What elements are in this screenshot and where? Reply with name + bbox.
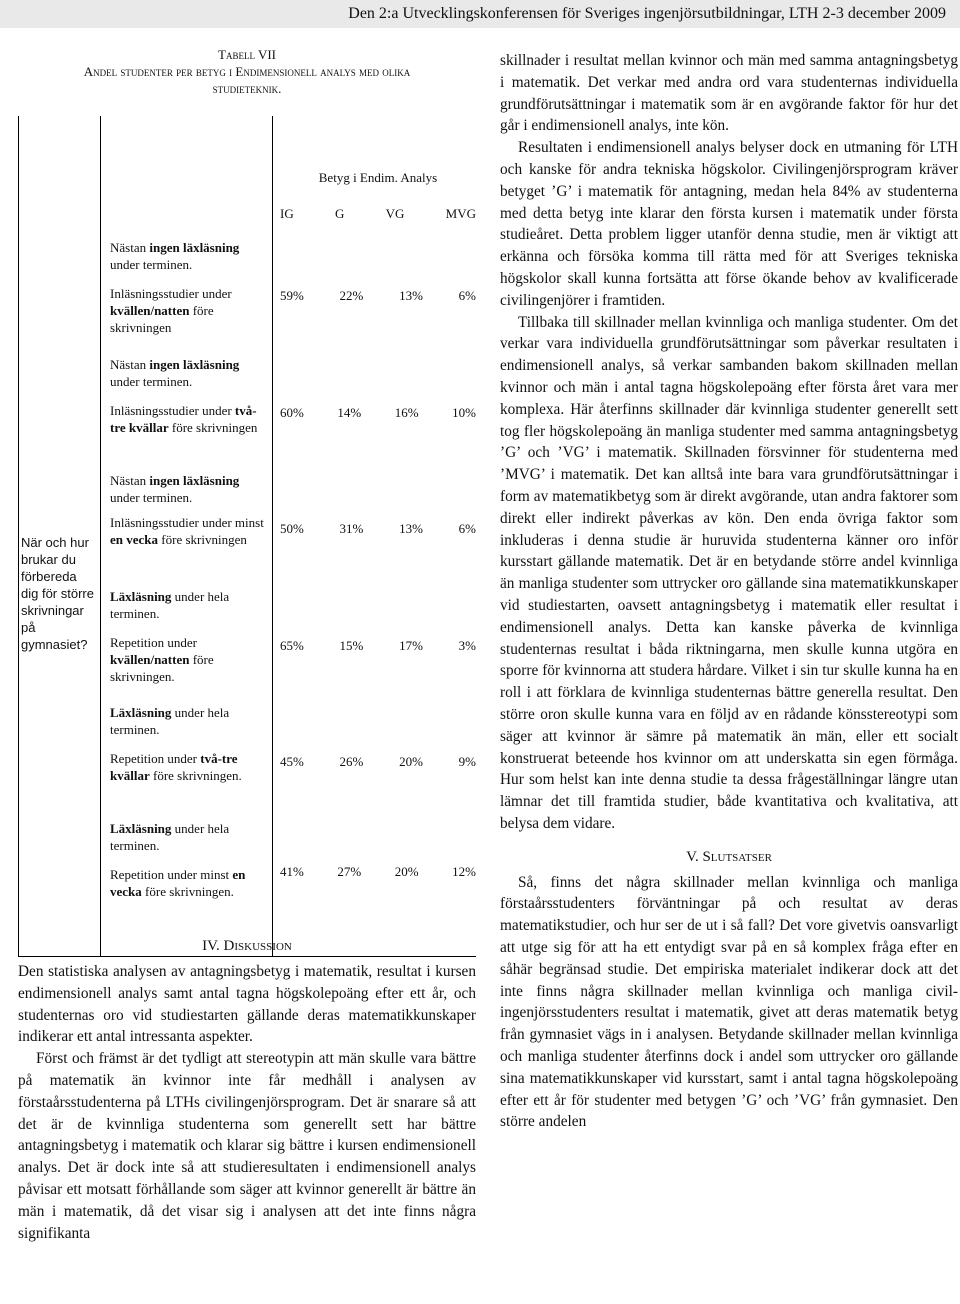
grade-group-header: Betyg i Endim. Analys — [318, 170, 438, 185]
section-heading: IV. Diskussion — [202, 938, 292, 954]
table-row-description: Läxläsning under hela terminen. Repetition under två-tre kvällar före skrivningen. — [110, 705, 242, 783]
table-title-line: studieteknik. — [212, 81, 282, 96]
paragraph: Så, finns det några skillnader mellan kvinnliga och manliga förstaårsstudenters förväntningar på och resultat av deras matematikstudier, och hur ser de ut i så fall? Det vore givetvis oansvarligt att utge sig för att ha ett entydigt svar på en så komplex fråga efter en såhär begränsad studie. Det empiriska materialet indikerar dock att det inte finns några skillnader mellan kvinnliga och manliga civil-ingenjörsstudenters resultat i matematik, givet att deras matematik betyg från gymnasiet vägs in i analysen. Betydande skillnader mellan kvinnliga och manliga studenter återfinns dock i andel som uttrycker oro gällande sina matematikkunskaper vid kursstart, samt i antal tagna högskolepoäng efter ett år för studenter med betygen ’G’ och ’VG’ från gymnasiet. Den större andelen — [500, 873, 958, 1131]
right-column — [500, 50, 958, 1133]
paragraph: Resultaten i endimensionell analys belyser dock en utmaning för LTH och kanske för andra tekniska högskolor. Civilingenjörsprogram kräver betyget ’G’ i matematik för antagning, medan hela 84% av studenterna med detta betyg inte klarar den första kursen i matematik under första studieåret. Detta problem ligger utanför denna studie, men är viktigt att erkänna och försöka komma till rätta med för att Sveriges tekniska högskolor skall kunna fortsätta att förse ökande behov av kvalificerade civilingenjörer i framtiden. — [500, 139, 958, 309]
table-border — [18, 116, 19, 956]
grade-header — [280, 170, 476, 222]
studieteknik-table — [18, 116, 476, 956]
left-column — [18, 46, 476, 1242]
table-row-values: 60% 14% 16% 10% — [280, 405, 476, 420]
table-row-values: 50% 31% 13% 6% — [280, 521, 476, 536]
paragraph: Den statistiska analysen av antagningsbetyg i matematik, resultat i kursen endimensionell analys samt antal tagna högskolepoäng efter ett år, och studenternas oro vid studiestarten gällande deras matematikkunskaper indikerar ett antal intressanta aspekter. — [18, 963, 476, 1046]
table-row-description: Nästan ingen läxläsning under terminen. Inläsningsstudier under två-tre kvällar före skrivningen — [110, 357, 258, 435]
paragraph: Först och främst är det tydligt att stereotypin att män skulle vara bättre på matematik än kvinnor inte får medhåll i analysen av förstaårsstudenterna på LTHs civilingenjörsprogram. Det är snarare så att det är de kvinnliga studenterna som generellt sett har bättre antagningsbetyg i matematik och klarar sig bättre i kursen endimensionell analys. Det är dock inte så att studieresultaten i endimensionell analys påvisar ett motsatt förhållande som säger att kvinnor generellt är bättre än män i matematik, då det visar sig i analysen att det inte finns några signifikanta — [18, 1050, 476, 1242]
grade-label: G — [334, 206, 345, 221]
table-row-values: 59% 22% 13% 6% — [280, 288, 476, 303]
table-row-description: Läxläsning under hela terminen. Repetition under kvällen/natten före skrivningen. — [110, 589, 230, 684]
discussion-section — [18, 938, 476, 1244]
table-row-description: Nästan ingen läxläsning under terminen. Inläsningsstudier under kvällen/natten före skrivningen — [110, 240, 240, 335]
section-heading: V. Slutsatser — [686, 848, 772, 865]
table-title — [18, 46, 476, 97]
survey-question: När och hur brukar du förbereda dig för större skrivningar på gymnasiet? — [21, 535, 94, 652]
paragraph: Tillbaka till skillnader mellan kvinnliga och manliga studenter. Om det verkar vara individuella grundförutsättningar som påverkar resultaten i endimensionell analys, så verkar sambanden bakom skillnaden mellan kvinnor och män i antal tagna högskolepoäng efter första året vara mer komplexa. Här återfinns skillnader där kvinnliga studenter generellt sett tog fler högskolepoäng än manliga studenter med samma antagningsbetyg ’G’ och ’VG’ i matematik. Skillnaden försvinner för studenterna med ’MVG’ i matematik. Det kan alltså inte bara vara grundförutsättningar i form av matematikbetyg som är direkt avgörande, utan andra faktorer som direkt eller indirekt påverkas av kön. Den enda övriga faktor som inkluderas i denna studie är huruvida studenterna känner oro inför kursstart gällande matematik. Det är en betydande större andel kvinnliga än manliga studenter som uttrycker oro gällande sina matematikkunskaper vid studiestarten, oavsett antagningsbetyg i matematik eller resultat i endimensionell analys. Detta kan kanske påverka de kvinnliga studenternas resultat i båda riktningarna, men skulle kunna utgöra en sporre för kvinnorna att studera hårdare. Vilket i sin tur skulle kunna ha en roll i att förklara de kvinnliga studenternas bättre generella resultat. Den större oron skulle kunna vara en följd av en rådande könsstereotypi som säger att kvinnor är sämre på matematik än män, eller ett socialt konstruerat beteende hos kvinnor om att underskatta sin egen förmåga. Hur som helst kan inte denna studie ta dessa frågeställningar längre utan lämnar det till framtida studier, både kvantitativa och kvalitativa, att belysa dem vidare. — [500, 313, 958, 832]
table-row-values: 65% 15% 17% 3% — [280, 638, 476, 653]
table-row-description: Nästan ingen läxläsning under terminen. Inläsningsstudier under minst en vecka före skrivningen — [110, 473, 264, 547]
table-row-values: 45% 26% 20% 9% — [280, 754, 476, 769]
paragraph: skillnader i resultat mellan kvinnor och män med samma antagningsbetyg i matematik. Det verkar med andra ord vara studenternas individuella grundförutsättningar i matematik som är en avgörande faktor för hur det går i endimensionell analys, inte kön. — [500, 52, 958, 135]
table-title-line: Andel studenter per betyg i Endimensionell analys med olika — [83, 64, 411, 79]
grade-label: VG — [385, 206, 405, 221]
table-row-description: Läxläsning under hela terminen. Repetition under minst en vecka före skrivningen. — [110, 821, 246, 899]
grade-label: MVG — [445, 206, 476, 221]
table-title-line: Tabell VII — [218, 47, 276, 62]
table-row-values: 41% 27% 20% 12% — [280, 864, 476, 879]
table-border — [272, 116, 273, 956]
grade-label: IG — [280, 206, 294, 221]
page-header: Den 2:a Utvecklingskonferensen för Sveriges ingenjörsutbildningar, LTH 2-3 december 2009 — [0, 0, 960, 28]
table-border — [100, 116, 101, 956]
